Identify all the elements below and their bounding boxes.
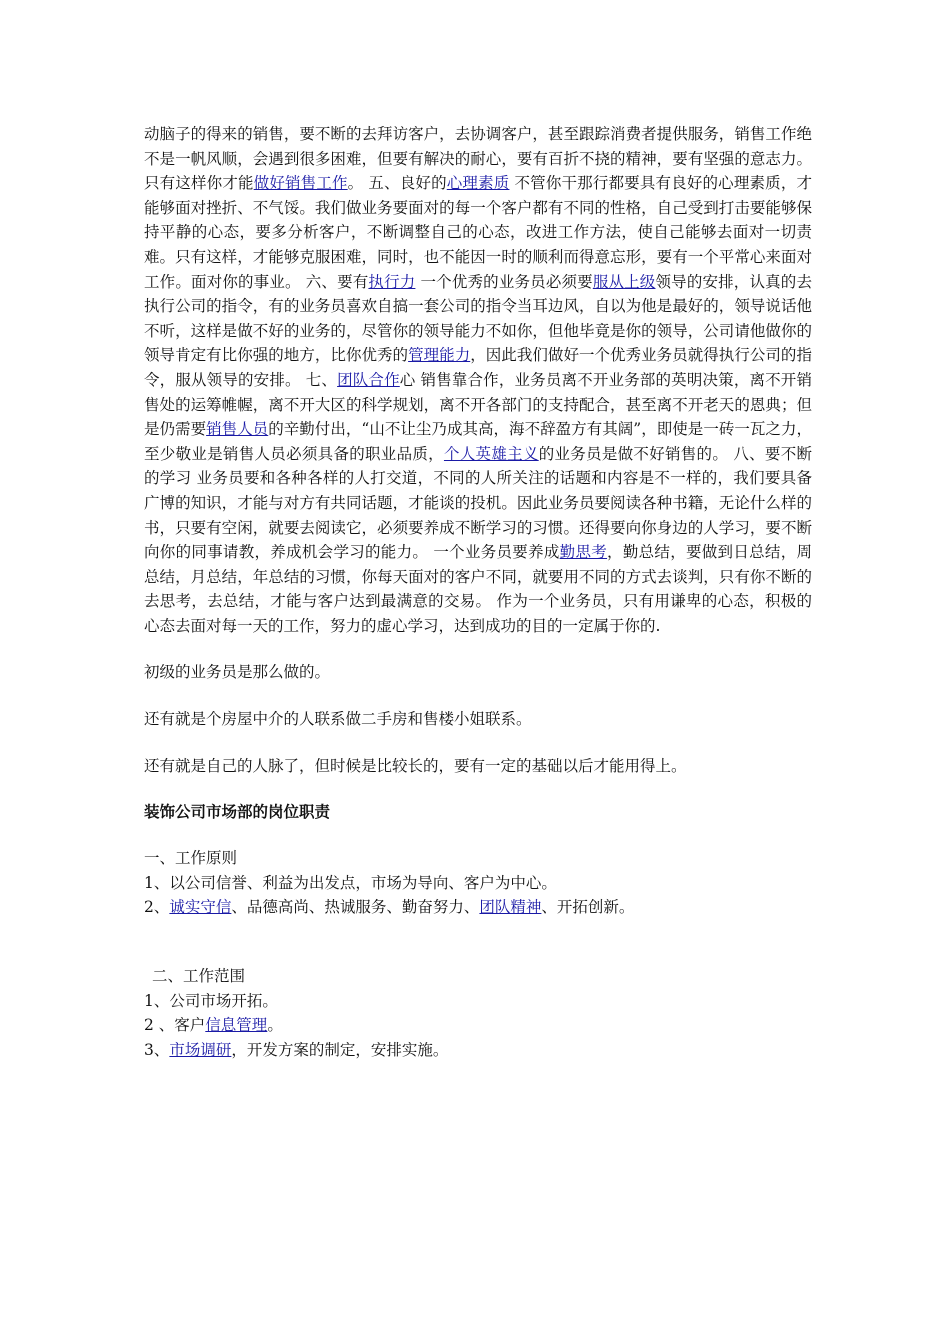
text-run: 2 、客户 [144, 1016, 206, 1035]
text-run: 。 [267, 1016, 283, 1035]
scope-item-3 [144, 1038, 812, 1063]
hyperlink[interactable]: 服从上级 [592, 272, 656, 291]
hyperlink[interactable]: 执行力 [368, 272, 416, 291]
text-run: 的业务员是做不好销售的。 八、要不断的学习 业务员要和各种各样的人打交道，不同的人所关注的话题和内容是不一样的，我们要具备广博的知识，才能与对方有共同话题，才能谈的投机。因此业务员要阅读各种书籍，无论什么样的书，只要有空闲，就要去阅读它，必须要养成不断学习的习惯。还得要向你身边的人学习，要不断向你的同事请教，养成机会学习的能力。 一个业务员要养成 [144, 444, 812, 562]
hyperlink[interactable]: 市场调研 [169, 1040, 232, 1059]
hyperlink[interactable]: 做好销售工作 [253, 174, 348, 193]
hyperlink[interactable]: 信息管理 [205, 1016, 268, 1035]
principles-title: 一、工作原则 [144, 849, 238, 868]
hyperlink[interactable]: 个人英雄主义 [443, 444, 539, 463]
hyperlink[interactable]: 团队精神 [479, 898, 542, 917]
text-run: 心 销售靠合作，业务员离不开业务部的英明决策，离不开销售处的运筹帷幄，离不开大区的科学规划，离不开各部门的支持配合，甚至离不开老天的恩典；但是仍需要 [144, 370, 812, 439]
scope-item-2 [144, 1013, 812, 1038]
text-run: 动脑子的得来的销售，要不断的去拜访客户，去协调客户，甚至跟踪消费者提供服务，销售工作绝不是一帆风顺，会遇到很多困难，但要有解决的耐心，要有百折不挠的精神，要有坚强的意志力。只有这样你才能 [144, 125, 812, 193]
hyperlink[interactable]: 管理能力 [408, 346, 471, 365]
hyperlink[interactable]: 销售人员 [206, 420, 269, 439]
text-run: 。 五、良好的 [347, 174, 447, 193]
paragraph-junior-salesman: 初级的业务员是那么做的。 [144, 663, 331, 682]
section-heading: 装饰公司市场部的岗位职责 [144, 803, 331, 822]
principles-item-1: 1、以公司信誉、利益为出发点，市场为导向、客户为中心。 [144, 873, 557, 892]
document-page [144, 122, 812, 1062]
text-run: 3、 [144, 1040, 170, 1059]
section-work-principles [144, 846, 812, 920]
main-paragraph [144, 122, 812, 638]
text-run: ，因此我们做好一个优秀业务员就得执行公司的指令，服从领导的安排。 七、 [144, 346, 812, 389]
text-run: ，勤总结，要做到日总结，周总结，月总结，年总结的习惯，你每天面对的客户不同，就要用不同的方式去谈判，只有你不断的去思考，去总结，才能与客户达到最满意的交易。 作为一个业务员，只有用谦卑的心态，积极的心态去面对每一天的工作，努力的虚心学习，达到成功的目的一定属于你的. [144, 543, 812, 635]
text-run: 不管你干那行都要具有良好的心理素质，才能够面对挫折、不气馁。我们做业务要面对的每一个客户都有不同的性格，自己受到打击要能够保持平静的心态，要多分析客户，不断调整自己的心态，改进工作方法，使自己能够去面对一切责难。只有这样，才能够克服困难，同时，也不能因一时的顺利而得意忘形，要有一个平常心来面对工作。面对你的事业。 六、要有 [144, 174, 812, 291]
text-run: 、开拓创新。 [541, 898, 635, 917]
section-work-scope [144, 964, 812, 1062]
text-run: 领导的安排，认真的去执行公司的指令，有的业务员喜欢自搞一套公司的指令当耳边风，自以为他是最好的，领导说话他不听，这样是做不好的业务的，尽管你的领导能力不如你，但他毕竟是你的领导，公司请他做你的领导肯定有比你强的地方，比你优秀的 [144, 272, 812, 365]
paragraph-real-estate: 还有就是个房屋中介的人联系做二手房和售楼小姐联系。 [144, 710, 532, 729]
hyperlink[interactable]: 心理素质 [446, 174, 510, 193]
hyperlink[interactable]: 团队合作 [337, 370, 400, 389]
hyperlink[interactable]: 勤思考 [559, 543, 608, 562]
principles-item-2 [144, 895, 812, 920]
text-run: ，开发方案的制定，安排实施。 [231, 1040, 449, 1059]
text-run: 、品德高尚、热诚服务、勤奋努力、 [231, 898, 480, 917]
paragraph-network: 还有就是自己的人脉了，但时候是比较长的，要有一定的基础以后才能用得上。 [144, 756, 687, 775]
hyperlink[interactable]: 诚实守信 [169, 898, 232, 917]
text-run: 一个优秀的业务员必须要 [415, 272, 593, 291]
scope-title: 二、工作范围 [152, 967, 246, 986]
scope-item-1: 1、公司市场开拓。 [144, 991, 278, 1010]
text-run: 的辛勤付出，“山不让尘乃成其高，海不辞盈方有其阔”，即使是一砖一瓦之力，至少敬业是销售人员必须具备的职业品质， [144, 420, 812, 463]
text-run: 2、 [144, 898, 170, 917]
